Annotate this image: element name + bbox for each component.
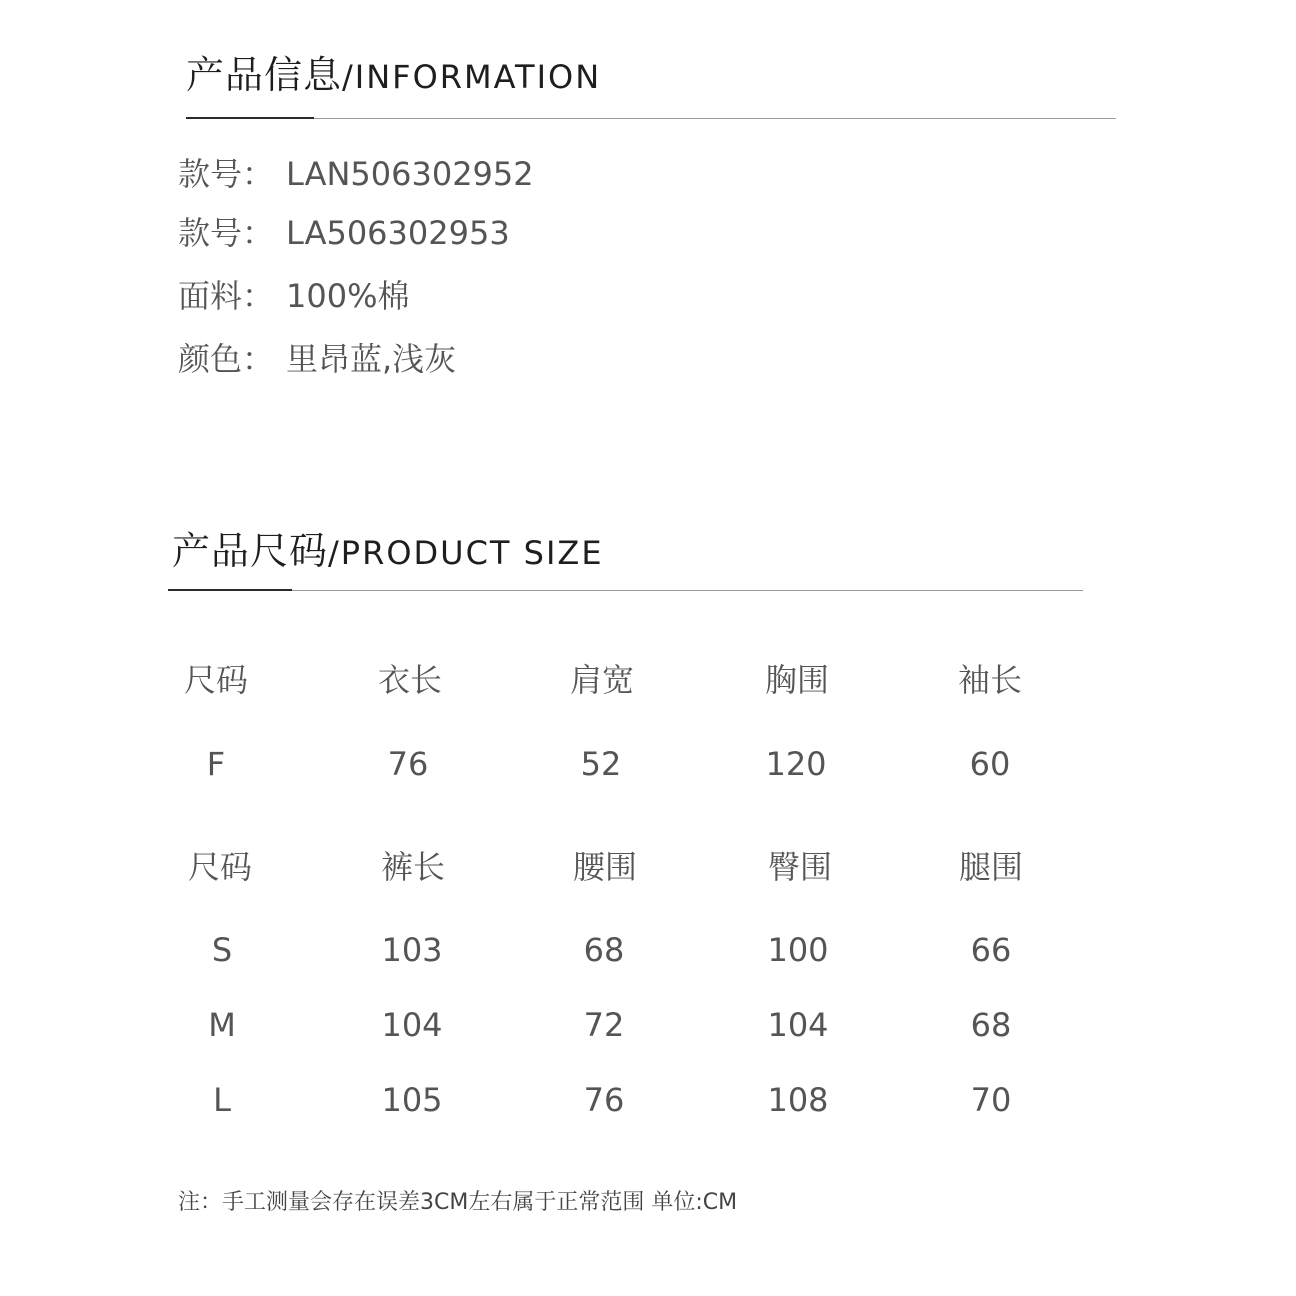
- table-header-cell: 臀围: [767, 848, 832, 886]
- table-cell: 68: [583, 931, 625, 969]
- size-title-accent: [168, 589, 292, 591]
- table-cell: 103: [381, 931, 443, 969]
- size-title-cn: 产品尺码: [172, 529, 329, 573]
- info-title-cn: 产品信息: [186, 53, 343, 97]
- table-header-cell: 尺码: [187, 848, 252, 886]
- info-label: 颜色：: [178, 340, 275, 378]
- info-value: LAN506302952: [286, 155, 534, 193]
- table-cell: 72: [583, 1006, 625, 1044]
- info-title-divider: [186, 118, 1116, 119]
- table-header-cell: 尺码: [183, 661, 248, 699]
- info-label: 面料：: [178, 277, 275, 315]
- size-title-divider: [168, 590, 1083, 591]
- table-header-cell: 裤长: [380, 848, 445, 886]
- table-cell: 68: [970, 1006, 1012, 1044]
- info-value: 里昂蓝,浅灰: [286, 340, 457, 378]
- table-header-cell: 腿围: [958, 848, 1023, 886]
- table-cell: 52: [580, 745, 622, 783]
- info-value: LA506302953: [286, 214, 510, 252]
- table-cell: 60: [969, 745, 1011, 783]
- table-cell: F: [206, 745, 226, 783]
- table-header-cell: 肩宽: [569, 661, 634, 699]
- info-label: 款号：: [178, 214, 275, 252]
- table-cell: M: [208, 1006, 236, 1044]
- table-cell: 70: [970, 1081, 1012, 1119]
- table-cell: L: [213, 1081, 231, 1119]
- size-title-en: /PRODUCT SIZE: [328, 534, 604, 572]
- table-cell: 100: [767, 931, 829, 969]
- table-header-cell: 腰围: [572, 848, 637, 886]
- table-cell: 76: [583, 1081, 625, 1119]
- info-section-title: [186, 53, 602, 97]
- table-cell: 120: [765, 745, 827, 783]
- measurement-note: 注：手工测量会存在误差3CM左右属于正常范围 单位:CM: [178, 1190, 738, 1215]
- table-header-cell: 袖长: [957, 661, 1022, 699]
- table-cell: 108: [767, 1081, 829, 1119]
- table-header-cell: 衣长: [377, 661, 442, 699]
- info-row-style-number-2: [178, 214, 510, 252]
- info-value: 100%棉: [286, 277, 410, 315]
- size-section-title: [172, 529, 604, 573]
- table-cell: 104: [381, 1006, 443, 1044]
- info-row-color: [178, 340, 457, 378]
- table-cell: 105: [381, 1081, 443, 1119]
- info-title-accent: [186, 117, 314, 119]
- table-cell: 66: [970, 931, 1012, 969]
- info-title-en: /INFORMATION: [342, 58, 602, 96]
- info-label: 款号：: [178, 155, 275, 193]
- info-row-fabric: [178, 277, 410, 315]
- table-cell: S: [211, 931, 233, 969]
- table-cell: 104: [767, 1006, 829, 1044]
- info-row-style-number-1: [178, 155, 534, 193]
- table-header-cell: 胸围: [764, 661, 829, 699]
- table-cell: 76: [387, 745, 429, 783]
